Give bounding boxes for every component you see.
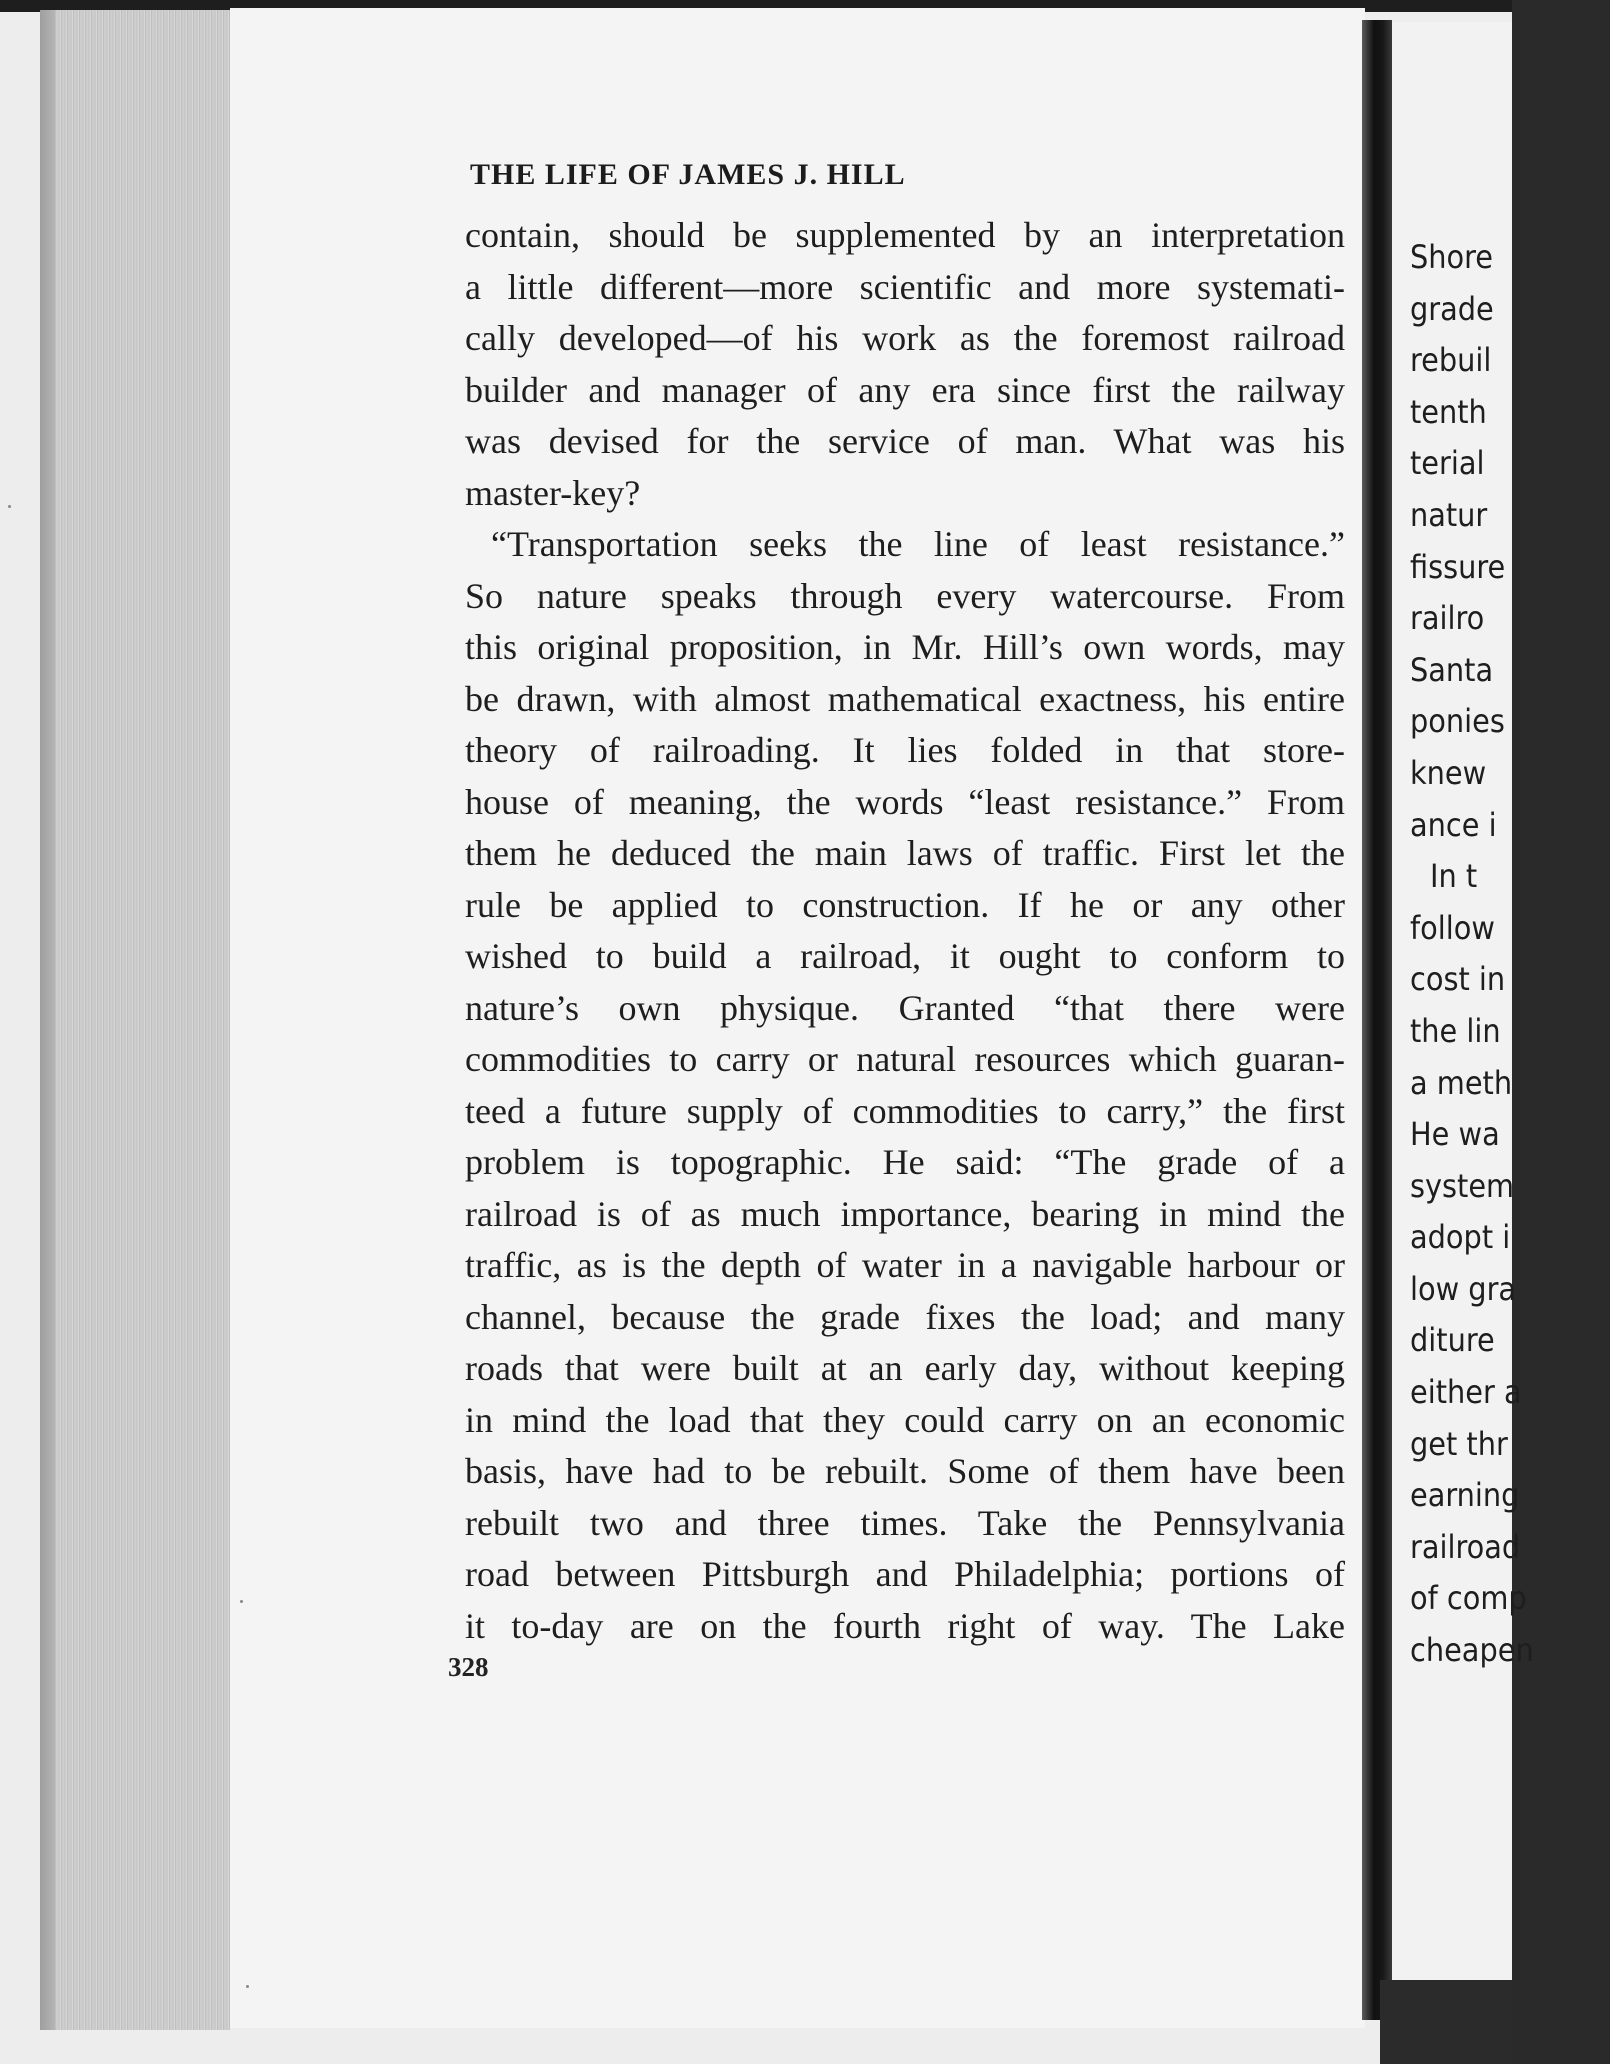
text-line: roads that were built at an early day, without keeping [465, 1348, 1345, 1388]
text-line: channel, because the grade fixes the load; and many [465, 1296, 1345, 1337]
text-line: the lin [1410, 1011, 1501, 1050]
text-line: natur [1410, 495, 1488, 534]
text-line: rule be applied to construction. If he or any other [465, 884, 1345, 925]
text-line: get thr [1410, 1424, 1508, 1463]
text-line: them he deduced the main laws of traffic. First let the [465, 833, 1345, 873]
text-line: low gra [1410, 1269, 1517, 1308]
text-line: cheapen [1410, 1631, 1534, 1670]
running-header: THE LIFE OF JAMES J. HILL [470, 158, 906, 191]
text-line: either a [1410, 1373, 1522, 1412]
text-line: this original proposition, in Mr. Hill’s own words, may [465, 627, 1345, 667]
scan-speck [246, 1985, 249, 1988]
text-line: “Transportation seeks the line of least resistance.” [491, 524, 1345, 564]
book-bottom-shadow [1380, 1980, 1512, 2064]
text-line: ponies [1410, 702, 1505, 741]
text-line: nature’s own physique. Granted “that there were [465, 987, 1345, 1028]
text-line: wished to build a railroad, it ought to conform to [465, 936, 1345, 976]
text-line: builder and manager of any era since first the railway [465, 369, 1345, 410]
page-number: 328 [448, 1652, 489, 1682]
text-line: Santa [1410, 650, 1494, 689]
text-line: commodities to carry or natural resources which guaran- [465, 1039, 1345, 1079]
text-line: follow [1410, 908, 1495, 947]
text-line: tenth [1410, 392, 1487, 431]
text-line: a meth [1410, 1063, 1513, 1102]
text-line: house of meaning, the words “least resistance.” From [465, 781, 1345, 822]
text-line: of comp [1410, 1579, 1527, 1618]
text-line: system [1410, 1166, 1515, 1205]
text-line: problem is topographic. He said: “The grade of a [465, 1142, 1345, 1182]
text-line: cally developed—of his work as the foremost railroad [465, 318, 1345, 358]
text-line: was devised for the service of man. What was his [465, 421, 1345, 461]
right-page [1392, 22, 1534, 1987]
page-stack-edges [55, 10, 230, 2030]
text-line: it to-day are on the fourth right of way. The Lake [465, 1605, 1345, 1646]
text-line: cost in [1410, 960, 1506, 999]
text-line: terial [1410, 444, 1485, 483]
text-line: He wa [1410, 1115, 1500, 1154]
text-line: adopt i [1410, 1218, 1511, 1257]
text-line: fissure [1410, 547, 1506, 586]
scan-speck [240, 1600, 243, 1603]
text-line: Shore [1410, 238, 1493, 276]
text-line: basis, have had to be rebuilt. Some of them have been [465, 1451, 1345, 1491]
text-line: be drawn, with almost mathematical exactness, his entire [465, 678, 1345, 719]
text-line: railroad is of as much importance, bearing in mind the [465, 1193, 1345, 1234]
text-line: knew [1410, 753, 1487, 792]
text-line: In t [1430, 857, 1478, 896]
text-line: grade [1410, 289, 1494, 328]
text-line: teed a future supply of commodities to carry,” the first [465, 1090, 1345, 1131]
text-line: master-key? [465, 472, 641, 513]
text-line: road between Pittsburgh and Philadelphia; portions of [465, 1554, 1345, 1594]
text-line: ance i [1410, 805, 1497, 844]
text-line: rebuil [1410, 341, 1492, 380]
text-line: a little different—more scientific and more systemati- [465, 266, 1345, 307]
text-line: railro [1410, 599, 1485, 638]
text-line: contain, should be supplemented by an interpretation [465, 215, 1345, 255]
text-line: traffic, as is the depth of water in a navigable harbour or [465, 1245, 1345, 1285]
text-line: rebuilt two and three times. Take the Pennsylvania [465, 1502, 1345, 1543]
scan-speck [8, 505, 11, 508]
text-line: earning [1410, 1476, 1520, 1515]
text-line: theory of railroading. It lies folded in that store- [465, 730, 1345, 770]
left-page-body [465, 210, 1345, 1652]
text-line: So nature speaks through every watercourse. From [465, 575, 1345, 616]
text-line: in mind the load that they could carry on an economic [465, 1399, 1345, 1440]
book-gutter [1362, 20, 1392, 2020]
right-page-body [1410, 232, 1610, 1677]
text-line: diture [1410, 1321, 1495, 1360]
text-line: railroad [1410, 1527, 1521, 1566]
